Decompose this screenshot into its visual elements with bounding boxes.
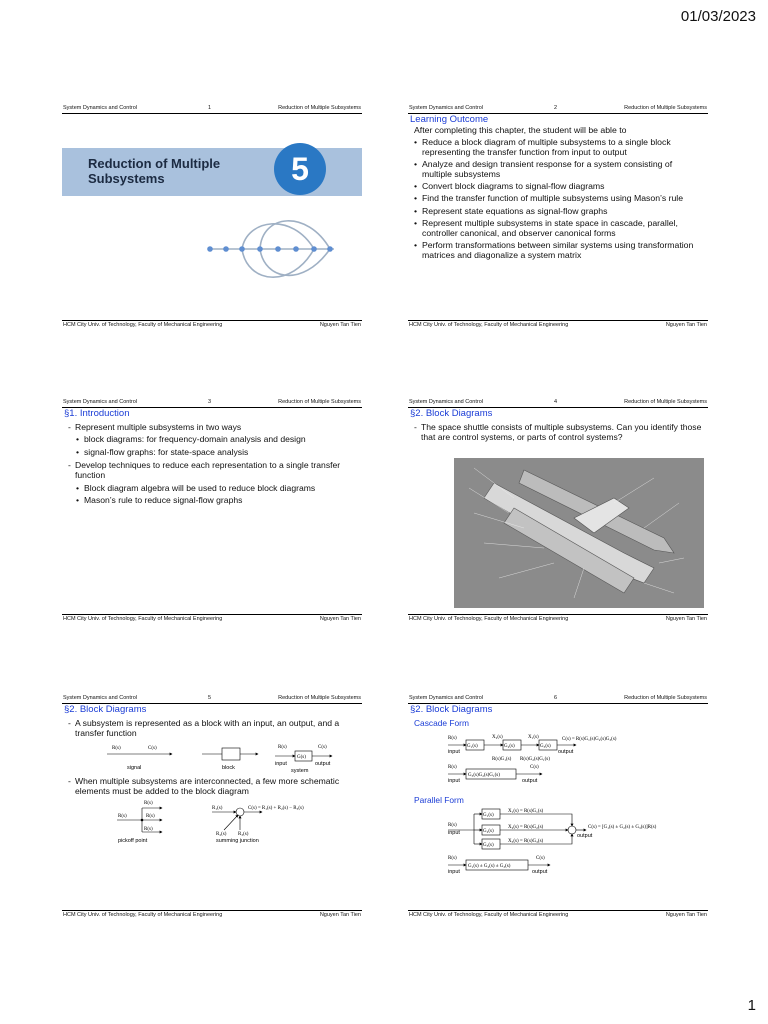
footer-author: Nguyen Tan Tien <box>665 616 707 622</box>
parallel-g3: G₃(s) <box>483 843 494 848</box>
slide-title: Learning Outcome <box>410 114 489 125</box>
page-number: 1 <box>747 997 756 1014</box>
chapter-banner <box>62 148 362 196</box>
parallel-x2: X₂(s) = R(s)G₂(s) <box>508 825 544 830</box>
parallel-output: output <box>577 833 593 839</box>
summing-r2: R₂(s) <box>216 832 227 837</box>
representation-list <box>68 434 356 457</box>
slide-5 <box>62 694 362 918</box>
slide-body-2 <box>68 776 356 796</box>
intro-line: - Represent multiple subsystems in two ways <box>68 422 356 432</box>
pickoff-summing-diagram <box>112 800 352 848</box>
slide-title: §2. Block Diagrams <box>64 704 147 715</box>
cascade-x2-label: X₂(s) <box>492 735 503 740</box>
list-item: • Mason’s rule to reduce signal-flow graphs <box>68 495 356 505</box>
cascade-output: output <box>558 749 574 755</box>
footer-institution: HCM City Univ. of Technology, Faculty of Mechanical Engineering <box>63 616 223 622</box>
list-item: • signal-flow graphs: for state-space analysis <box>68 447 356 457</box>
signal-r-label: R(s) <box>112 746 121 751</box>
system-c-label: C(s) <box>318 745 327 750</box>
header-course: System Dynamics and Control <box>409 105 483 111</box>
slide-footer <box>62 614 362 624</box>
chapter-title: Reduction of Multiple Subsystems <box>88 156 221 186</box>
parallel-eq-input: input <box>448 869 460 875</box>
footer-author: Nguyen Tan Tien <box>319 322 361 328</box>
slide-4 <box>408 398 708 622</box>
parallel-g1: G₁(s) <box>483 813 494 818</box>
parallel-input: input <box>448 830 460 836</box>
header-chapter: Reduction of Multiple Subsystems <box>278 695 361 701</box>
slide-1 <box>62 104 362 328</box>
cascade-eq-input: input <box>448 778 460 784</box>
footer-institution: HCM City Univ. of Technology, Faculty of Mechanical Engineering <box>63 322 223 328</box>
slide-footer <box>62 320 362 330</box>
slide-header <box>62 104 362 114</box>
outcome-list <box>414 138 702 261</box>
signal-c-label: C(s) <box>148 746 157 751</box>
parallel-g2: G₂(s) <box>483 829 494 834</box>
subsystem-text: - A subsystem is represented as a block with an input, an output, and a transfer function <box>68 718 356 738</box>
slide-footer <box>408 614 708 624</box>
pickoff-r-bottom: R(s) <box>144 827 153 832</box>
footer-institution: HCM City Univ. of Technology, Faculty of Mechanical Engineering <box>409 912 569 918</box>
slide-body <box>414 126 702 263</box>
pickoff-r-top: R(s) <box>144 801 153 806</box>
shuttle-illustration <box>454 458 704 608</box>
list-item: • Analyze and design transient response for a system consisting of multiple subsystems <box>414 160 702 180</box>
list-item: • Perform transformations between similar systems using transformation matrices and diagonalize a system matrix <box>414 241 702 261</box>
header-course: System Dynamics and Control <box>63 695 137 701</box>
parallel-x3: X₃(s) = R(s)G₃(s) <box>508 839 544 844</box>
technique-list <box>68 483 356 506</box>
list-item: • Convert block diagrams to signal-flow diagrams <box>414 182 702 192</box>
parallel-form-label: Parallel Form <box>414 795 464 805</box>
header-chapter: Reduction of Multiple Subsystems <box>624 399 707 405</box>
slide-footer <box>62 910 362 920</box>
list-item: • Represent state equations as signal-flow graphs <box>414 207 702 217</box>
footer-author: Nguyen Tan Tien <box>665 912 707 918</box>
parallel-eq-r: R(s) <box>448 856 457 861</box>
system-caption: system <box>291 768 309 774</box>
footer-author: Nguyen Tan Tien <box>319 912 361 918</box>
cascade-equivalent-block: G₃(s)G₂(s)G₁(s) <box>468 773 500 778</box>
slide-number: 2 <box>554 105 558 111</box>
cascade-x1-eq: R(s)G₁(s) <box>492 757 512 762</box>
signal-caption: signal <box>127 765 142 771</box>
cascade-eq-c: C(s) <box>530 765 539 770</box>
slide-title: §2. Block Diagrams <box>410 408 493 419</box>
slide-number: 1 <box>208 105 212 111</box>
slide-title: §2. Block Diagrams <box>410 704 493 715</box>
header-course: System Dynamics and Control <box>409 399 483 405</box>
parallel-r: R(s) <box>448 823 457 828</box>
parallel-equation: C(s) = [G₁(s) ± G₂(s) ± G₃(s)]R(s) <box>588 825 657 830</box>
cascade-r: R(s) <box>448 736 457 741</box>
system-g-label: G(s) <box>297 755 306 760</box>
slide-header <box>408 398 708 408</box>
footer-institution: HCM City Univ. of Technology, Faculty of Mechanical Engineering <box>63 912 223 918</box>
slide-2 <box>408 104 708 328</box>
slide-header <box>408 104 708 114</box>
list-item: • Reduce a block diagram of multiple subsystems to a single block representing the transfer function from input to output <box>414 138 702 158</box>
slide-6 <box>408 694 708 918</box>
summing-r1: R₁(s) <box>212 806 223 811</box>
parallel-diagram <box>446 808 706 880</box>
input-caption: input <box>275 761 287 767</box>
list-item: • block diagrams: for frequency-domain analysis and design <box>68 434 356 444</box>
slide-body <box>68 718 356 738</box>
slide-body <box>414 422 702 442</box>
chapter-number-badge: 5 <box>274 143 326 195</box>
slide-3 <box>62 398 362 622</box>
parallel-equivalent-block: G₁(s) ± G₂(s) ± G₃(s) <box>468 864 511 869</box>
slide-header <box>408 694 708 704</box>
header-course: System Dynamics and Control <box>63 105 137 111</box>
block-caption: block <box>222 765 235 771</box>
cascade-g3: G₃(s) <box>540 744 551 749</box>
cascade-form-label: Cascade Form <box>414 718 469 728</box>
parallel-eq-c: C(s) <box>536 856 545 861</box>
slide-footer <box>408 320 708 330</box>
slide-number: 4 <box>554 399 558 405</box>
cascade-g2: G₂(s) <box>504 744 515 749</box>
pickoff-caption: pickoff point <box>118 838 148 844</box>
slide-number: 6 <box>554 695 558 701</box>
parallel-eq-output: output <box>532 869 548 875</box>
cascade-x2-eq: R(s)G₂(s)G₁(s) <box>520 757 550 762</box>
slide-number: 5 <box>208 695 212 701</box>
output-caption: output <box>315 761 331 767</box>
interconnect-text: - When multiple subsystems are interconnected, a few more schematic elements must be added to the block diagram <box>68 776 356 796</box>
slide-title: §1. Introduction <box>64 408 130 419</box>
slide-body <box>68 422 356 508</box>
footer-author: Nguyen Tan Tien <box>319 616 361 622</box>
cascade-equation: C(s) = R(s)G₁(s)G₂(s)G₃(s) <box>562 737 617 742</box>
header-chapter: Reduction of Multiple Subsystems <box>278 399 361 405</box>
pickoff-r-mid: R(s) <box>146 814 155 819</box>
signal-flow-illustration <box>202 204 337 294</box>
cascade-input: input <box>448 749 460 755</box>
slide-number: 3 <box>208 399 212 405</box>
slide-footer <box>408 910 708 920</box>
block-elements-diagram <box>82 742 352 774</box>
pickoff-r-in: R(s) <box>118 814 127 819</box>
summing-r3: R₃(s) <box>238 832 249 837</box>
header-chapter: Reduction of Multiple Subsystems <box>624 695 707 701</box>
cascade-g1: G₁(s) <box>467 744 478 749</box>
cascade-eq-output: output <box>522 778 538 784</box>
header-chapter: Reduction of Multiple Subsystems <box>624 105 707 111</box>
cascade-eq-r: R(s) <box>448 765 457 770</box>
technique-line: - Develop techniques to reduce each representation to a single transfer function <box>68 460 356 480</box>
slide-header <box>62 694 362 704</box>
footer-institution: HCM City Univ. of Technology, Faculty of Mechanical Engineering <box>409 322 569 328</box>
summing-equation: C(s) = R₁(s) + R₂(s) − R₃(s) <box>248 806 304 811</box>
header-chapter: Reduction of Multiple Subsystems <box>278 105 361 111</box>
header-course: System Dynamics and Control <box>409 695 483 701</box>
cascade-diagram <box>446 731 706 791</box>
footer-author: Nguyen Tan Tien <box>665 322 707 328</box>
list-item: • Find the transfer function of multiple subsystems using Mason’s rule <box>414 194 702 204</box>
question-text: - The space shuttle consists of multiple subsystems. Can you identify those that are control systems, or parts of control systems? <box>414 422 702 442</box>
space-shuttle-image <box>454 458 704 608</box>
slide-header <box>62 398 362 408</box>
footer-institution: HCM City Univ. of Technology, Faculty of Mechanical Engineering <box>409 616 569 622</box>
cascade-x1-label: X₁(s) <box>528 735 539 740</box>
print-date: 01/03/2023 <box>680 8 756 25</box>
header-course: System Dynamics and Control <box>63 399 137 405</box>
list-item: • Represent multiple subsystems in state space in cascade, parallel, controller canonical, and observer canonical forms <box>414 219 702 239</box>
list-item: • Block diagram algebra will be used to reduce block diagrams <box>68 483 356 493</box>
summing-caption: summing junction <box>216 838 259 844</box>
system-r-label: R(s) <box>278 745 287 750</box>
intro-text: After completing this chapter, the student will be able to <box>414 125 627 135</box>
parallel-x1: X₁(s) = R(s)G₁(s) <box>508 809 544 814</box>
